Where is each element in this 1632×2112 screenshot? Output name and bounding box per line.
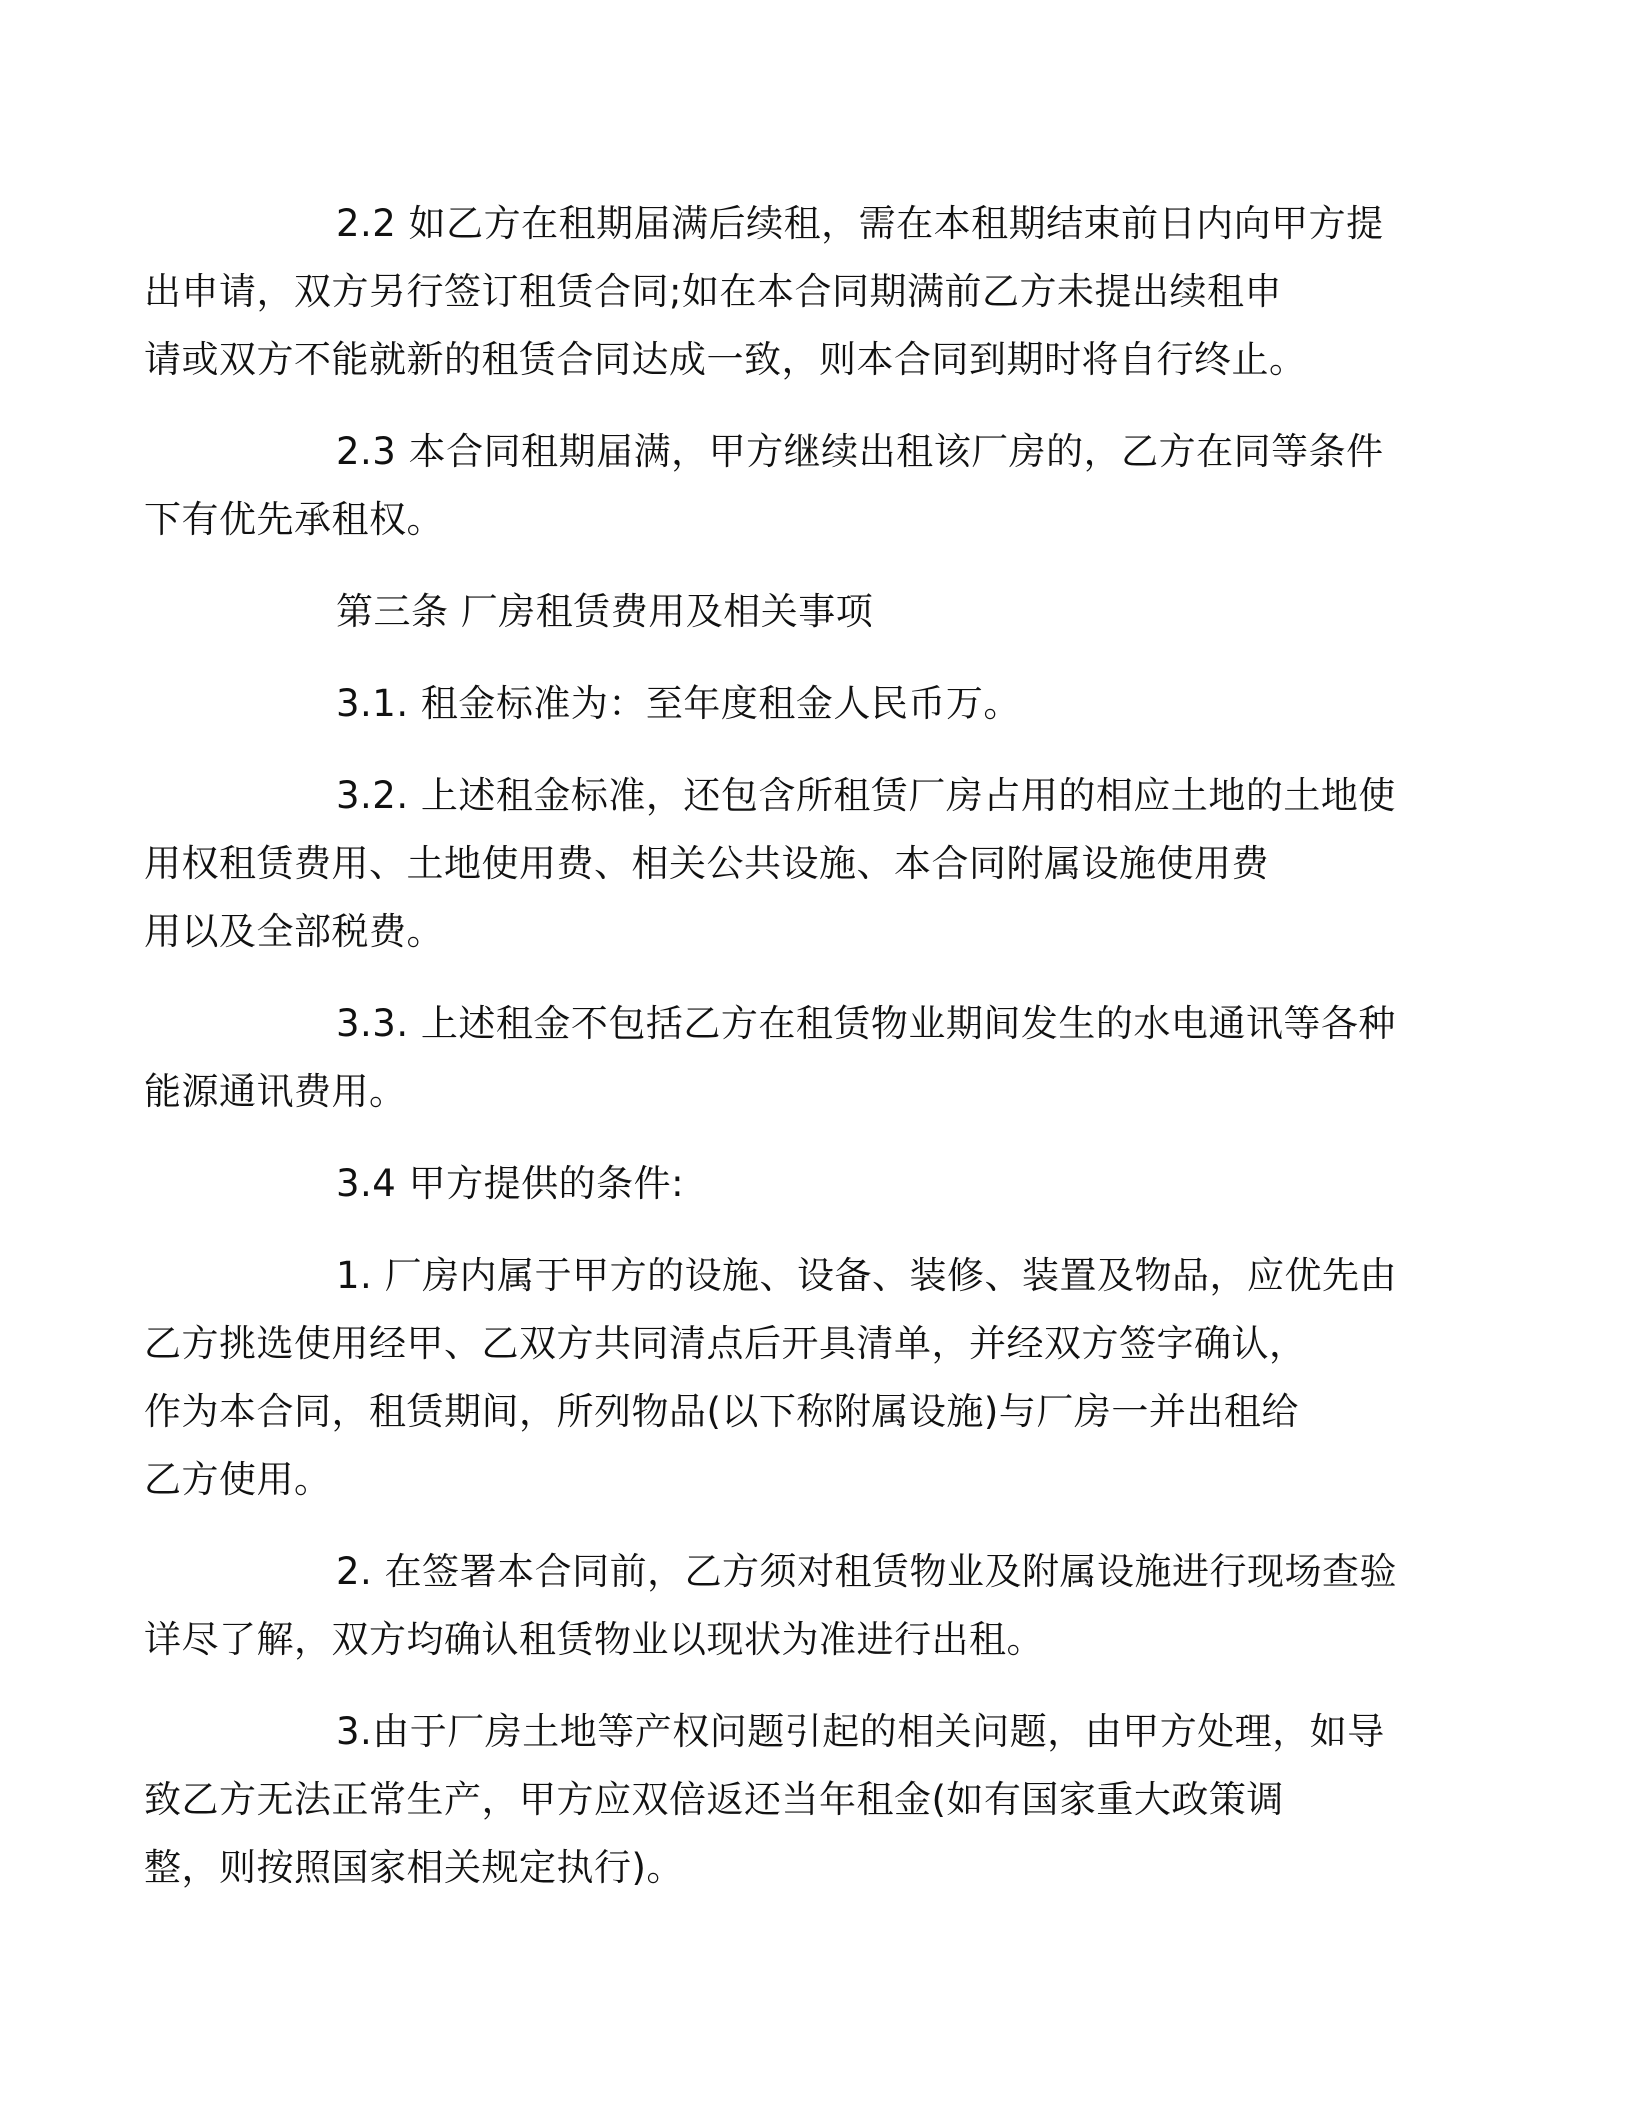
clause-2-2 — [144, 190, 1390, 394]
text-line: 2.3 本合同租期届满，甲方继续出租该厂房的，乙方在同等条件 — [336, 430, 1384, 473]
text-line: 3.2. 上述租金标准，还包含所租赁厂房占用的相应土地的土地使 — [336, 774, 1396, 817]
clause-3-3 — [144, 990, 1396, 1126]
document-body — [144, 190, 1398, 1926]
text-line: 请或双方不能就新的租赁合同达成一致，则本合同到期时将自行终止。 — [144, 338, 1307, 381]
clause-3-2 — [144, 762, 1396, 966]
text-line: 下有优先承租权。 — [144, 498, 444, 541]
text-line: 3.4 甲方提供的条件: — [336, 1162, 685, 1205]
text-line: 作为本合同，租赁期间，所列物品(以下称附属设施)与厂房一并出租给 — [144, 1390, 1299, 1433]
heading-text: 第三条 厂房租赁费用及相关事项 — [336, 590, 874, 633]
text-line: 3.由于厂房土地等产权问题引起的相关问题，由甲方处理，如导 — [336, 1710, 1385, 1753]
text-line: 能源通讯费用。 — [144, 1070, 407, 1113]
clause-2-3 — [144, 418, 1390, 554]
text-line: 致乙方无法正常生产，甲方应双倍返还当年租金(如有国家重大政策调 — [144, 1778, 1284, 1821]
clause-3-1 — [240, 670, 1390, 738]
text-line: 乙方使用。 — [144, 1458, 332, 1501]
text-line: 详尽了解，双方均确认租赁物业以现状为准进行出租。 — [144, 1618, 1044, 1661]
article-3-heading — [240, 578, 1390, 646]
condition-item-1 — [144, 1242, 1398, 1514]
text-line: 出申请，双方另行签订租赁合同;如在本合同期满前乙方未提出续租申 — [144, 270, 1282, 313]
text-line: 用以及全部税费。 — [144, 910, 444, 953]
clause-3-4 — [240, 1150, 1390, 1218]
text-line: 3.3. 上述租金不包括乙方在租赁物业期间发生的水电通讯等各种 — [336, 1002, 1396, 1045]
text-line: 乙方挑选使用经甲、乙双方共同清点后开具清单，并经双方签字确认， — [144, 1322, 1307, 1365]
condition-item-2 — [144, 1538, 1398, 1674]
text-line: 2. 在签署本合同前，乙方须对租赁物业及附属设施进行现场查验 — [336, 1550, 1398, 1593]
text-line: 1. 厂房内属于甲方的设施、设备、装修、装置及物品，应优先由 — [336, 1254, 1398, 1297]
condition-item-3 — [144, 1698, 1390, 1902]
text-line: 3.1. 租金标准为：至年度租金人民币万。 — [336, 682, 1021, 725]
text-line: 用权租赁费用、土地使用费、相关公共设施、本合同附属设施使用费 — [144, 842, 1269, 885]
text-line: 整，则按照国家相关规定执行)。 — [144, 1846, 684, 1889]
text-line: 2.2 如乙方在租期届满后续租，需在本租期结束前日内向甲方提 — [336, 202, 1384, 245]
